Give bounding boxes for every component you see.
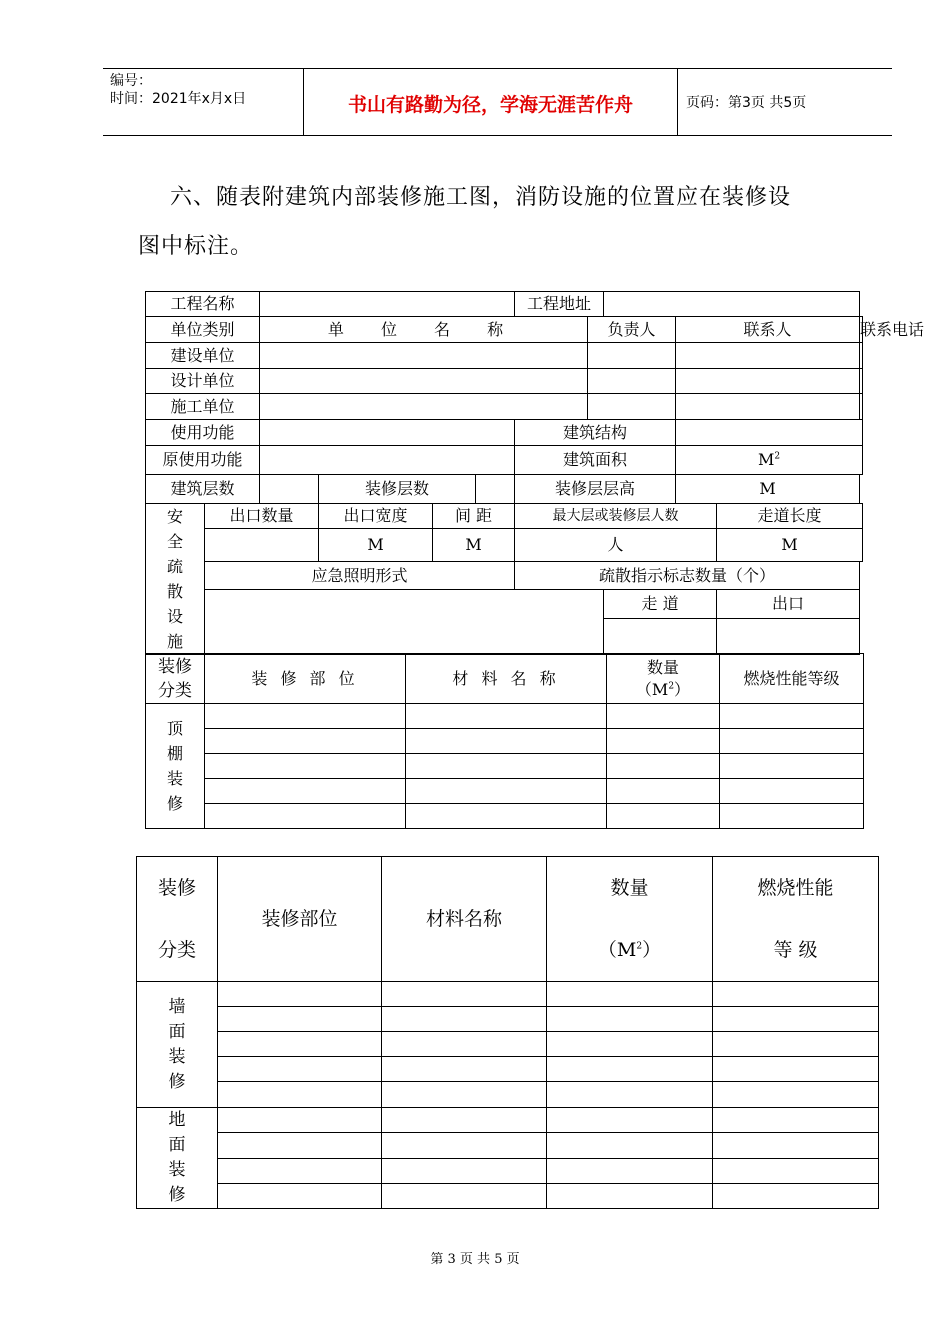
spacing-unit: M	[465, 535, 482, 554]
project-name-value[interactable]	[260, 292, 515, 317]
floor-qty-3[interactable]	[547, 1158, 713, 1183]
safety-facilities-text: 安全疏散设施	[166, 507, 183, 651]
wall-floor-decor-table	[136, 856, 879, 1209]
floor-text: 地面装修	[168, 1110, 186, 1205]
original-function-label: 原使用功能	[146, 446, 260, 475]
wall-part-2[interactable]	[218, 1007, 382, 1032]
ceiling-label	[146, 704, 205, 829]
t2-decor-class-1: 装修	[157, 877, 196, 899]
max-people-header: 最大层或装修层人数	[515, 504, 717, 529]
corridor-length-value[interactable]	[717, 529, 863, 562]
wall-part-1[interactable]	[218, 982, 382, 1007]
floor-label	[137, 1108, 218, 1209]
ceiling-qty-5[interactable]	[607, 804, 720, 829]
floor-part-4[interactable]	[218, 1183, 382, 1208]
floor-part-2[interactable]	[218, 1133, 382, 1158]
instruction-line-1: 六、随表附建筑内部装修施工图，消防设施的位置应在装修设	[170, 185, 792, 210]
wall-rating-2[interactable]	[713, 1007, 879, 1032]
floor-qty-2[interactable]	[547, 1133, 713, 1158]
design-unit-label: 设计单位	[146, 369, 260, 394]
floor-material-2[interactable]	[382, 1133, 547, 1158]
contact-phone-header: 联系电话	[860, 317, 863, 343]
t2-material-name-header: 材料名称	[382, 857, 547, 982]
exit-width-header: 出口宽度	[319, 504, 433, 529]
ceiling-part-3[interactable]	[205, 754, 406, 779]
exit-width-value[interactable]	[319, 529, 433, 562]
exit-header: 出口	[717, 590, 860, 619]
unit-type-header: 单位类别	[146, 317, 260, 343]
construction-unit-name[interactable]	[260, 343, 588, 369]
t2-fire-rating-2: 等 级	[773, 939, 818, 961]
wall-qty-1[interactable]	[547, 982, 713, 1007]
construction-unit-contact[interactable]	[676, 343, 860, 369]
building-floors-label: 建筑层数	[146, 475, 260, 504]
t2-quantity-text: 数量	[610, 877, 649, 899]
ceiling-rating-2[interactable]	[720, 729, 864, 754]
use-function-label: 使用功能	[146, 420, 260, 446]
project-address-value[interactable]	[604, 292, 860, 317]
building-structure-label: 建筑结构	[515, 420, 676, 446]
spacing-header: 间 距	[433, 504, 515, 529]
decor-floor-height-value[interactable]	[676, 475, 860, 504]
use-function-value[interactable]	[260, 420, 515, 446]
quantity-header	[607, 654, 720, 704]
building-area-label: 建筑面积	[515, 446, 676, 475]
corridor-length-unit: M	[781, 535, 798, 554]
header-divider-2	[677, 68, 678, 136]
t2-decor-class-2: 分类	[157, 939, 196, 961]
t2-quantity-unit: $(M^2)$	[597, 939, 662, 961]
wall-qty-4[interactable]	[547, 1057, 713, 1082]
decor-floor-height-label: 装修层层高	[515, 475, 676, 504]
wall-part-5[interactable]	[218, 1082, 382, 1108]
building-area-value[interactable]	[676, 446, 863, 475]
floor-material-3[interactable]	[382, 1158, 547, 1183]
person-in-charge-header: 负责人	[588, 317, 676, 343]
wall-label	[137, 982, 218, 1108]
decor-part-header: 装 修 部 位	[205, 654, 406, 704]
build-unit-name[interactable]	[260, 394, 588, 420]
wall-text: 墙面装修	[168, 996, 186, 1092]
exit-width-unit: M	[367, 535, 384, 554]
ceiling-part-1[interactable]	[205, 704, 406, 729]
ceiling-rating-5[interactable]	[720, 804, 864, 829]
wall-material-5[interactable]	[382, 1082, 547, 1108]
ceiling-part-5[interactable]	[205, 804, 406, 829]
corridor-sign-value[interactable]	[604, 618, 717, 654]
exit-sign-value[interactable]	[717, 618, 860, 654]
project-address-label: 工程地址	[515, 292, 604, 317]
floor-qty-4[interactable]	[547, 1183, 713, 1208]
wall-part-3[interactable]	[218, 1032, 382, 1057]
project-info-table	[145, 291, 925, 655]
header-top-rule	[103, 68, 892, 69]
safety-facilities-label	[146, 504, 205, 655]
decor-class-text: 装修分类	[158, 656, 192, 701]
ceiling-material-3[interactable]	[406, 754, 607, 779]
floor-rating-2[interactable]	[713, 1133, 879, 1158]
t2-decor-class-header	[137, 857, 218, 982]
page-info: 页码：第3页 共5页	[686, 95, 807, 111]
wall-rating-1[interactable]	[713, 982, 879, 1007]
design-unit-contact[interactable]	[676, 369, 860, 394]
floor-part-3[interactable]	[218, 1158, 382, 1183]
sign-count-header: 疏散指示标志数量（个）	[515, 562, 860, 590]
wall-qty-5[interactable]	[547, 1082, 713, 1108]
ceiling-material-4[interactable]	[406, 779, 607, 804]
wall-rating-3[interactable]	[713, 1032, 879, 1057]
spacing-value[interactable]	[433, 529, 515, 562]
decor-floors-label: 装修层数	[319, 475, 476, 504]
quantity-unit: $(M^2)$	[635, 679, 691, 699]
emergency-light-value[interactable]	[205, 590, 604, 655]
corridor-length-header: 走道长度	[717, 504, 863, 529]
t2-decor-part-header: 装修部位	[218, 857, 382, 982]
page-footer: 第 3 页 共 5 页	[430, 1252, 520, 1267]
instruction-line-2: 图中标注。	[138, 234, 254, 259]
max-people-value[interactable]	[515, 529, 717, 562]
doc-time-label: 时间：2021年x月x日	[110, 91, 247, 107]
ceiling-qty-3[interactable]	[607, 754, 720, 779]
ceiling-material-1[interactable]	[406, 704, 607, 729]
ceiling-part-4[interactable]	[205, 779, 406, 804]
design-unit-person[interactable]	[588, 369, 676, 394]
wall-material-3[interactable]	[382, 1032, 547, 1057]
exit-count-header: 出口数量	[205, 504, 319, 529]
t2-quantity-header	[547, 857, 713, 982]
ceiling-text: 顶棚装修	[166, 719, 183, 813]
build-unit-person[interactable]	[588, 394, 676, 420]
material-name-header: 材 料 名 称	[406, 654, 607, 704]
floor-rating-3[interactable]	[713, 1158, 879, 1183]
wall-part-4[interactable]	[218, 1057, 382, 1082]
wall-rating-4[interactable]	[713, 1057, 879, 1082]
construction-unit-phone[interactable]	[860, 343, 863, 369]
building-structure-value[interactable]	[676, 420, 860, 446]
building-floors-value[interactable]	[260, 475, 319, 504]
ceiling-rating-3[interactable]	[720, 754, 864, 779]
building-structure-value-end[interactable]	[860, 420, 863, 446]
build-unit-contact[interactable]	[676, 394, 860, 420]
header-motto: 书山有路勤为径，学海无涯苦作舟	[347, 94, 633, 116]
quantity-text: 数量	[646, 657, 679, 677]
ceiling-part-2[interactable]	[205, 729, 406, 754]
people-unit: 人	[607, 535, 624, 554]
decor-floors-value[interactable]	[476, 475, 515, 504]
height-unit: M	[759, 479, 776, 498]
contact-header: 联系人	[676, 317, 860, 343]
wall-qty-3[interactable]	[547, 1032, 713, 1057]
area-unit: M	[757, 450, 775, 469]
design-unit-phone[interactable]	[860, 369, 863, 394]
t2-fire-rating-header	[713, 857, 879, 982]
ceiling-qty-1[interactable]	[607, 704, 720, 729]
decor-class-header	[146, 654, 205, 704]
t2-fire-rating-1: 燃烧性能	[757, 877, 834, 899]
unit-name-header	[260, 317, 588, 343]
floor-material-1[interactable]	[382, 1108, 547, 1133]
wall-material-4[interactable]	[382, 1057, 547, 1082]
floor-qty-1[interactable]	[547, 1108, 713, 1133]
floor-material-4[interactable]	[382, 1183, 547, 1208]
doc-number-label: 编号：	[110, 73, 152, 89]
corridor-header: 走 道	[604, 590, 717, 619]
ceiling-rating-1[interactable]	[720, 704, 864, 729]
project-name-label: 工程名称	[146, 292, 260, 317]
fire-rating-header: 燃烧性能等级	[720, 654, 864, 704]
ceiling-material-2[interactable]	[406, 729, 607, 754]
design-unit-name[interactable]	[260, 369, 588, 394]
build-unit-label: 施工单位	[146, 394, 260, 420]
ceiling-decor-table	[145, 653, 864, 829]
exit-count-value[interactable]	[205, 529, 319, 562]
ceiling-qty-4[interactable]	[607, 779, 720, 804]
floor-rating-1[interactable]	[713, 1108, 879, 1133]
unit-name-text: 单 位 名 称	[327, 319, 520, 339]
ceiling-qty-2[interactable]	[607, 729, 720, 754]
wall-qty-2[interactable]	[547, 1007, 713, 1032]
wall-material-2[interactable]	[382, 1007, 547, 1032]
build-unit-phone[interactable]	[860, 394, 863, 420]
wall-rating-5[interactable]	[713, 1082, 879, 1108]
area-unit-sup: 2	[774, 451, 781, 462]
ceiling-material-5[interactable]	[406, 804, 607, 829]
emergency-light-header: 应急照明形式	[205, 562, 515, 590]
header-bottom-rule	[103, 135, 892, 136]
construction-unit-label: 建设单位	[146, 343, 260, 369]
construction-unit-person[interactable]	[588, 343, 676, 369]
original-function-value[interactable]	[260, 446, 515, 475]
floor-part-1[interactable]	[218, 1108, 382, 1133]
floor-rating-4[interactable]	[713, 1183, 879, 1208]
wall-material-1[interactable]	[382, 982, 547, 1007]
ceiling-rating-4[interactable]	[720, 779, 864, 804]
